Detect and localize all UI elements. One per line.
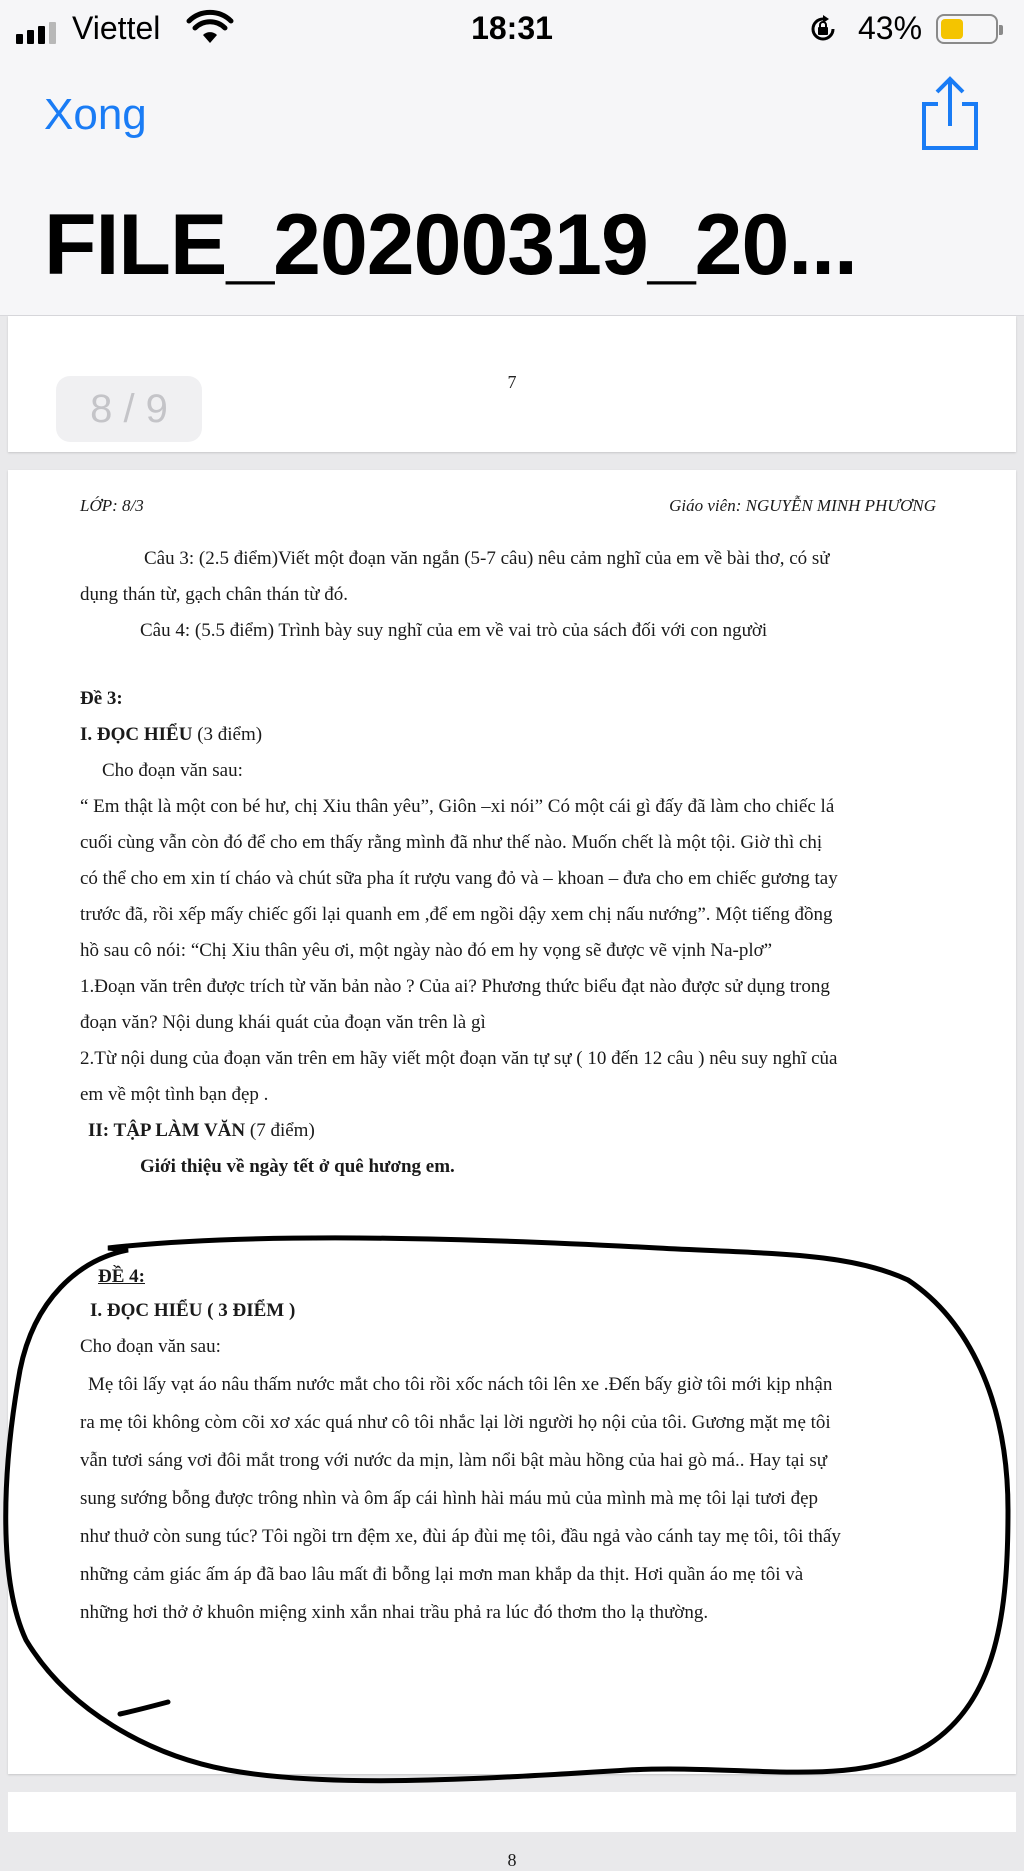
battery-icon — [936, 14, 998, 44]
status-time: 18:31 — [471, 10, 553, 46]
done-button[interactable]: Xong — [44, 90, 147, 139]
header-teacher: Giáo viên: NGUYỄN MINH PHƯƠNG — [669, 496, 936, 515]
page-counter: 8 / 9 — [56, 376, 202, 442]
document-title: FILE_20200319_20... — [44, 197, 857, 293]
text-line: Câu 4: (5.5 điểm) Trình bày suy nghĩ của em về vai trò của sách đối với con người — [140, 620, 768, 641]
section-heading: Đề 3: — [80, 688, 123, 709]
heading-bold: I. ĐỌC HIỂU — [80, 724, 193, 745]
navigation-bar — [0, 56, 1024, 316]
subsection-heading: I. ĐỌC HIỂU ( 3 ĐIỂM ) — [90, 1300, 296, 1321]
text-line: Giới thiệu về ngày tết ở quê hương em. — [140, 1156, 455, 1177]
text-line: Cho đoạn văn sau: — [80, 1336, 221, 1357]
pdf-viewer[interactable] — [0, 316, 1024, 1870]
text-line: 1.Đoạn văn trên được trích từ văn bản nào ? Của ai? Phương thức biểu đạt nào được sử dụng trong — [80, 976, 830, 997]
text-line: những hơi thở ở khuôn miệng xinh xắn nhai trầu phả ra lúc đó thơm tho lạ thường. — [80, 1602, 709, 1623]
text-line: em về một tình bạn đẹp . — [80, 1084, 269, 1105]
text-line: có thể cho em xin tí cháo và chút sữa pha ít rượu vang đỏ và – khoan – đưa cho em chiếc gương tay — [80, 868, 838, 889]
heading-points: (3 điểm) — [197, 724, 263, 745]
text-line: “ Em thật là một con bé hư, chị Xiu thân yêu”, Giôn –xi nói” Có một cái gì đấy đã làm cho chiếc lá — [80, 796, 835, 817]
text-line: dụng thán từ, gạch chân thán từ đó. — [80, 584, 349, 605]
battery-level-fill — [941, 19, 963, 39]
battery-percent: 43% — [858, 10, 923, 46]
header-class: LỚP: 8/3 — [80, 496, 144, 515]
text-line: Câu 3: (2.5 điểm)Viết một đoạn văn ngắn (5-7 câu) nêu cảm nghĩ của em về bài thơ, có sử — [144, 548, 830, 569]
text-line: như thuở còn sung túc? Tôi ngồi trn đệm xe, đùi áp đùi mẹ tôi, đầu ngả vào cánh tay mẹ tôi, tôi thấy — [80, 1526, 841, 1547]
text-line: ra mẹ tôi không còm cõi xơ xác quá như cô tôi nhắc lại lời người họ nội của tôi. Gương mặt mẹ tôi — [80, 1412, 831, 1433]
section-heading: ĐỀ 4: — [98, 1266, 145, 1287]
text-line: vẫn tươi sáng vơi đôi mắt trong với nước da mịn, làm nổi bật màu hồng của hai gò má.. Hay tại sự — [80, 1450, 828, 1471]
next-page — [8, 1792, 1016, 1832]
share-icon[interactable] — [920, 76, 980, 152]
page-number: 8 — [507, 1850, 517, 1870]
document-page — [8, 470, 1016, 1870]
text-line: sung sướng bỗng được trông nhìn và ôm ấp cái hình hài máu mủ của mình mà mẹ tôi lại tươi đẹp — [80, 1488, 819, 1509]
subsection-heading — [80, 724, 262, 746]
text-line: hồ sau cô nói: “Chị Xiu thân yêu ơi, một ngày nào đó em hy vọng sẽ được vẽ vịnh Na-plơ” — [80, 940, 773, 961]
heading-points: (7 điểm) — [249, 1120, 315, 1141]
text-line: đoạn văn? Nội dung khái quát của đoạn văn trên là gì — [80, 1012, 486, 1033]
text-line: những cảm giác ấm áp đã bao lâu mất đi bỗng lại mơn man khắp da thịt. Hơi quần áo mẹ tôi và — [80, 1564, 804, 1585]
text-line: trước đã, rồi xếp mấy chiếc gối lại quanh em ,để em ngồi dậy xem chị nấu nướng”. Một tiếng đồng — [80, 904, 833, 925]
text-line: Mẹ tôi lấy vạt áo nâu thấm nước mắt cho tôi rồi xốc nách tôi lên xe .Đến bấy giờ tôi mới kịp nhận — [88, 1374, 833, 1395]
orientation-lock-icon — [808, 14, 838, 44]
prev-page-number: 7 — [507, 372, 517, 392]
text-line: Cho đoạn văn sau: — [102, 760, 243, 781]
subsection-heading — [88, 1120, 315, 1142]
status-bar — [0, 0, 1024, 56]
text-line: cuối cùng vẫn còn đó để cho em thấy rằng mình đã như thế nào. Muốn chết là một tội. Giờ thì chị — [80, 832, 823, 853]
heading-bold: II: TẬP LÀM VĂN — [88, 1120, 246, 1141]
text-line: 2.Từ nội dung của đoạn văn trên em hãy viết một đoạn văn tự sự ( 10 đến 12 câu ) nêu suy nghĩ của — [80, 1048, 838, 1069]
carrier-name: Viettel — [72, 10, 161, 46]
